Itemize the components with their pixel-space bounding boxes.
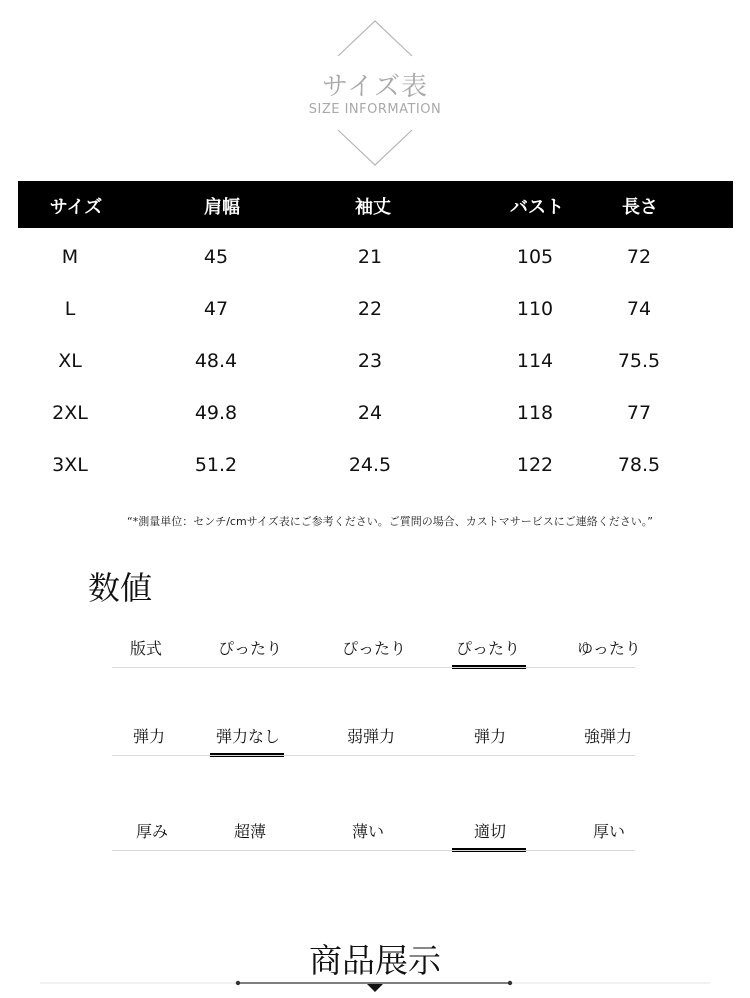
table-cell: 118 xyxy=(516,402,554,424)
table-cell: 110 xyxy=(516,298,554,320)
spec-option: 弱弾力 xyxy=(346,727,395,746)
footer-divider-ornament xyxy=(0,976,750,998)
spec-option: 超薄 xyxy=(233,822,266,841)
table-row xyxy=(18,402,733,432)
table-row xyxy=(18,246,733,276)
spec-option: ぴったり xyxy=(341,639,406,658)
table-cell: 51.2 xyxy=(194,454,238,476)
size-chart-title: サイズ表 xyxy=(322,72,428,102)
specs-title: 数値 xyxy=(88,569,153,607)
spec-label: 弾力 xyxy=(132,727,165,746)
table-cell: 77 xyxy=(626,402,652,424)
spec-option: 薄い xyxy=(351,822,384,841)
divider xyxy=(112,850,635,851)
spec-option: 適切 xyxy=(473,822,506,841)
table-cell: 45 xyxy=(203,246,229,268)
spec-option: 強弾力 xyxy=(583,727,632,746)
table-cell: 2XL xyxy=(52,402,88,424)
table-cell: 21 xyxy=(357,246,383,268)
table-cell: XL xyxy=(58,350,82,372)
spec-row-elasticity xyxy=(112,716,635,756)
spec-label: 厚み xyxy=(135,822,168,841)
spec-option: 厚い xyxy=(592,822,625,841)
size-chart-subtitle: SIZE INFORMATION xyxy=(308,102,442,117)
column-header-size: サイズ xyxy=(49,197,103,218)
spec-option: ぴったり xyxy=(455,639,520,658)
size-table-header xyxy=(18,181,733,228)
spec-option: 弾力なし xyxy=(215,727,280,746)
table-cell: 74 xyxy=(626,298,652,320)
table-cell: 24 xyxy=(357,402,383,424)
column-header-length: 長さ xyxy=(622,197,658,218)
column-header-shoulder: 肩幅 xyxy=(204,197,240,218)
table-cell: 78.5 xyxy=(617,454,661,476)
table-cell: 114 xyxy=(516,350,554,372)
table-row xyxy=(18,350,733,380)
product-display-title: 商品展示 xyxy=(309,941,441,980)
table-cell: 22 xyxy=(357,298,383,320)
column-header-sleeve: 袖丈 xyxy=(355,197,391,218)
table-cell: 49.8 xyxy=(194,402,238,424)
table-cell: 72 xyxy=(626,246,652,268)
table-cell: 48.4 xyxy=(194,350,238,372)
spec-option: ぴったり xyxy=(217,639,282,658)
table-cell: 122 xyxy=(516,454,554,476)
table-cell: 3XL xyxy=(52,454,88,476)
column-header-bust: バスト xyxy=(510,197,564,218)
table-cell: L xyxy=(64,298,76,320)
table-cell: 23 xyxy=(357,350,383,372)
table-row xyxy=(18,454,733,484)
divider xyxy=(112,755,635,756)
measurement-note: “*測量単位：センチ/cmサイズ表にご参考ください。ご質問の場合、カストマサービスにご連絡ください。” xyxy=(127,515,653,528)
table-cell: M xyxy=(61,246,79,268)
divider xyxy=(112,667,635,668)
spec-row-thickness xyxy=(112,811,635,851)
spec-label: 版式 xyxy=(129,639,162,658)
spec-option: ゆったり xyxy=(577,639,641,658)
table-cell: 24.5 xyxy=(348,454,392,476)
spec-option: 弾力 xyxy=(473,727,506,746)
table-cell: 75.5 xyxy=(617,350,661,372)
table-cell: 105 xyxy=(516,246,554,268)
table-row xyxy=(18,298,733,328)
table-cell: 47 xyxy=(203,298,229,320)
spec-row-fit xyxy=(112,628,641,668)
